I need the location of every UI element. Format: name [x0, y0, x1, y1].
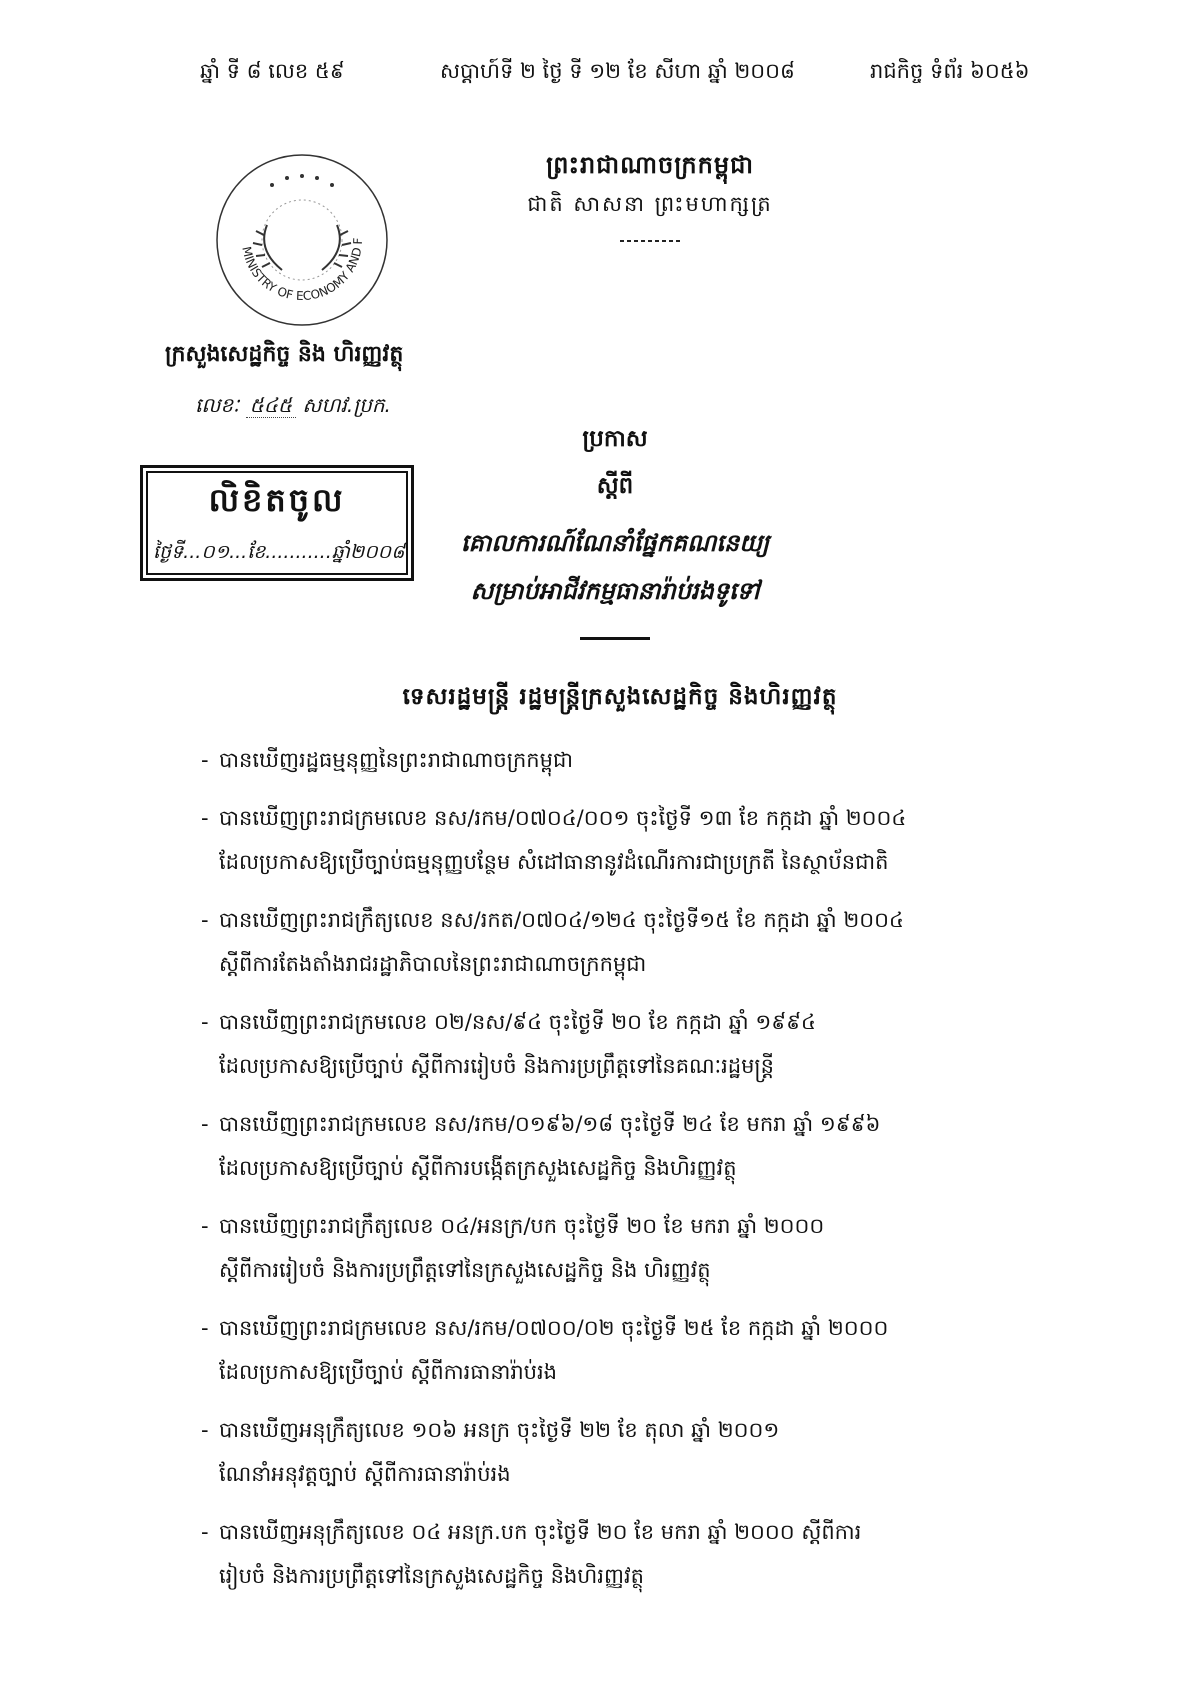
list-item	[205, 1510, 1085, 1598]
header-divider	[620, 240, 680, 242]
announcement-about: ស្តីពី	[596, 473, 634, 499]
list-item-text: - បានឃើញព្រះរាជក្រឹត្យលេខ ០៤/អនក្រ/បក ចុះថ្ងៃទី ២០ ខែ មករា ឆ្នាំ ២០០០	[205, 1204, 1085, 1248]
list-item-text: - បានឃើញព្រះរាជក្រឹត្យលេខ នស/រកត/០៧០៤/១២៤ ចុះថ្ងៃទី១៥ ខែ កក្កដា ឆ្នាំ ២០០៤	[205, 898, 1085, 942]
kingdom-header	[480, 150, 820, 242]
list-item	[205, 1408, 1085, 1496]
list-item-continuation: ដែលប្រកាសឱ្យប្រើច្បាប់ ស្តីពីការរៀបចំ និងការប្រព្រឹត្តទៅនៃគណៈរដ្ឋមន្ត្រី	[219, 1054, 775, 1078]
announcement-subject-line-2: សម្រាប់អាជីវកម្មធានារ៉ាប់រងទូទៅ	[470, 577, 760, 605]
gazette-issue: ឆ្នាំ ទី ៨ លេខ ៥៩	[200, 59, 345, 83]
announcement-divider	[580, 637, 650, 640]
list-item-text: - បានឃើញព្រះរាជក្រមលេខ នស/រកម/០១៩៦/១៨ ចុះថ្ងៃទី ២៤ ខែ មករា ឆ្នាំ ១៩៩៦	[205, 1102, 1085, 1146]
announcement-heading	[420, 425, 810, 640]
svg-text:MINISTRY OF ECONOMY AND FINANC	[212, 150, 365, 303]
kingdom-title: ព្រះរាជាណាចក្រកម្ពុជា	[546, 151, 754, 179]
announcement-subject-line-1: គោលការណ៍ណែនាំផ្នែកគណនេយ្យ	[460, 529, 770, 557]
reference-suffix: សហវ.ប្រក.	[302, 393, 391, 417]
gazette-header	[200, 58, 1050, 88]
list-item	[205, 898, 1085, 986]
announcement-kind: ប្រកាស	[582, 426, 648, 452]
list-item-continuation: ដែលប្រកាសឱ្យប្រើច្បាប់ធម្មនុញ្ញបន្ថែម សំដៅធានានូវដំណើរការជាប្រក្រតី នៃស្ថាប័នជាតិ	[219, 850, 889, 874]
gazette-page: រាជកិច្ច ទំព័រ ៦០៥៦	[870, 59, 1030, 83]
list-item	[205, 1000, 1085, 1088]
list-item-continuation: ណែនាំអនុវត្តច្បាប់ ស្តីពីការធានារ៉ាប់រង	[219, 1462, 511, 1486]
list-item-text: - បានឃើញអនុក្រឹត្យលេខ ០៤ អនក្រ.បក ចុះថ្ងៃទី ២០ ខែ មករា ឆ្នាំ ២០០០ ស្តីពីការ	[205, 1510, 1085, 1554]
legal-basis-list	[205, 738, 1085, 1612]
list-item-text: - បានឃើញព្រះរាជក្រមលេខ ០២/នស/៩៤ ចុះថ្ងៃទី ២០ ខែ កក្កដា ឆ្នាំ ១៩៩៤	[205, 1000, 1085, 1044]
reference-value: ៥៤៥	[246, 393, 296, 418]
kingdom-motto: ជាតិ សាសនា ព្រះមហាក្សត្រ	[527, 192, 773, 216]
list-item	[205, 738, 1085, 782]
stamp-title: លិខិតចូល	[208, 481, 346, 519]
stamp-date: ថ្ងៃទី...០១...ខែ...........ឆ្នាំ២០០៨	[153, 541, 405, 563]
gazette-date: សប្ដាហ៍ទី ២ ថ្ងៃ ទី ១២ ខែ សីហា ឆ្នាំ ២០០៨	[440, 59, 795, 83]
list-item	[205, 1306, 1085, 1394]
list-item-continuation: ដែលប្រកាសឱ្យប្រើច្បាប់ ស្តីពីការធានារ៉ាប់រង	[219, 1360, 557, 1384]
reference-number	[195, 392, 391, 422]
list-item	[205, 1102, 1085, 1190]
list-item-continuation: ដែលប្រកាសឱ្យប្រើច្បាប់ ស្តីពីការបង្កើតក្រសួងសេដ្ឋកិច្ច និងហិរញ្ញវត្ថុ	[219, 1156, 737, 1180]
list-item-text: - បានឃើញរដ្ឋធម្មនុញ្ញនៃព្រះរាជាណាចក្រកម្ពុជា	[205, 738, 1085, 782]
list-item-continuation: រៀបចំ និងការប្រព្រឹត្តទៅនៃក្រសួងសេដ្ឋកិច្ច និងហិរញ្ញវត្ថុ	[219, 1564, 644, 1588]
reference-prefix: លេខៈ	[195, 393, 240, 417]
list-item-continuation: ស្តីពីការតែងតាំងរាជរដ្ឋាភិបាលនៃព្រះរាជាណាចក្រកម្ពុជា	[219, 952, 647, 976]
list-item-text: - បានឃើញព្រះរាជក្រមលេខ នស/រកម/០៧០៤/០០១ ចុះថ្ងៃទី ១៣ ខែ កក្កដា ឆ្នាំ ២០០៤	[205, 796, 1085, 840]
minister-line: ទេសរដ្ឋមន្ត្រី រដ្ឋមន្ត្រីក្រសួងសេដ្ឋកិច្ច និងហិរញ្ញវត្ថុ	[402, 684, 838, 710]
list-item	[205, 1204, 1085, 1292]
seal-text: MINISTRY OF ECONOMY AND F	[239, 237, 366, 304]
list-item-text: - បានឃើញអនុក្រឹត្យលេខ ១០៦ អនក្រ ចុះថ្ងៃទី ២២ ខែ តុលា ឆ្នាំ ២០០១	[205, 1408, 1085, 1452]
ministry-seal-icon	[212, 150, 392, 330]
ministry-name: ក្រសួងសេដ្ឋកិច្ច និង ហិរញ្ញវត្ថុ	[165, 342, 404, 367]
list-item-text: - បានឃើញព្រះរាជក្រមលេខ នស/រកម/០៧០០/០២ ចុះថ្ងៃទី ២៥ ខែ កក្កដា ឆ្នាំ ២០០០	[205, 1306, 1085, 1350]
announcement-subject	[420, 519, 810, 615]
incoming-letter-stamp	[140, 465, 414, 581]
list-item-continuation: ស្តីពីការរៀបចំ និងការប្រព្រឹត្តទៅនៃក្រសួងសេដ្ឋកិច្ច និង ហិរញ្ញវត្ថុ	[219, 1258, 711, 1282]
list-item	[205, 796, 1085, 884]
